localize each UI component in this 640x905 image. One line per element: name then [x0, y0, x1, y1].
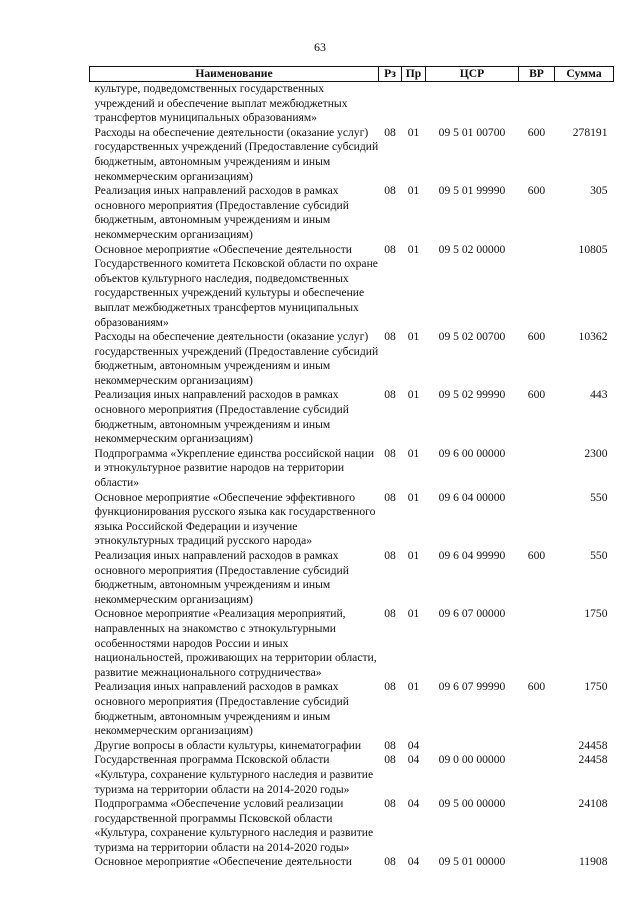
table-row [90, 184, 614, 242]
cell-sum [555, 82, 614, 126]
cell-vr: 600 [527, 549, 546, 562]
table-row [90, 739, 614, 754]
cell-rz: 08 [384, 490, 396, 504]
cell-csr: 09 6 07 99990 [438, 680, 506, 694]
cell-sum: 24108 [578, 797, 608, 811]
cell-vr: 600 [527, 330, 546, 344]
cell-name: Расходы на обеспечение деятельности (оказание услуг) государственных учреждений (Предоставление субсидий бюджетным, автономным учреждениям и иным некоммерческим организациям) [94, 125, 379, 183]
cell-rz [379, 82, 402, 126]
cell-vr [519, 797, 555, 855]
cell-csr: 09 5 02 99990 [438, 388, 506, 402]
cell-vr [519, 447, 555, 491]
table-row [90, 680, 614, 738]
cell-pr: 04 [407, 753, 420, 767]
cell-name: Основное мероприятие «Обеспечение деятельности [94, 855, 352, 869]
cell-csr: 09 5 00 00000 [438, 797, 506, 811]
cell-sum: 11908 [578, 855, 608, 869]
cell-pr: 01 [407, 242, 420, 256]
cell-pr: 01 [407, 549, 420, 562]
cell-csr: 09 5 02 00000 [438, 242, 506, 256]
cell-pr: 04 [407, 797, 420, 811]
cell-pr: 01 [407, 490, 420, 504]
cell-csr: 09 6 07 00000 [438, 607, 506, 621]
cell-name: Основное мероприятие «Реализация мероприятий, направленных на знакомство с этнокультурными особенностями народов России и иных национальностей, проживающих на территории области, развитие межнационального сотрудничества» [94, 607, 377, 679]
table-row [90, 855, 614, 870]
page-number: 63 [314, 40, 326, 54]
cell-rz: 08 [384, 549, 396, 562]
cell-sum: 550 [590, 490, 608, 504]
table-row [90, 753, 614, 797]
cell-name: культуре, подведомственных государственных учреждений и обеспечение выплат межбюджетных трансфертов муниципальных образованиям» [94, 82, 348, 125]
cell-csr: 09 5 02 00700 [438, 330, 506, 344]
cell-vr: 600 [527, 125, 546, 139]
cell-pr: 01 [407, 388, 420, 402]
cell-pr [402, 82, 426, 126]
table-row [90, 330, 614, 388]
cell-name: Подпрограмма «Укрепление единства российской нации и этнокультурное развитие народов на территории области» [94, 446, 375, 490]
cell-pr: 01 [407, 125, 420, 139]
cell-rz: 08 [384, 753, 396, 767]
cell-vr: 600 [527, 184, 546, 198]
cell-sum: 1750 [584, 680, 608, 694]
cell-rz: 08 [384, 184, 396, 198]
cell-vr [519, 491, 555, 549]
cell-sum: 550 [590, 549, 608, 562]
cell-sum: 278191 [572, 125, 608, 139]
cell-name: Государственная программа Псковской области «Культура, сохранение культурного наследия и развитие туризма на территории области на 2014-2020 годы» [94, 753, 374, 796]
cell-rz: 08 [384, 125, 396, 139]
header-vr: ВР [519, 67, 555, 82]
cell-rz: 08 [384, 446, 396, 460]
table-header [90, 67, 614, 82]
table-row [90, 491, 614, 549]
cell-name: Другие вопросы в области культуры, кинематографии [94, 738, 362, 752]
cell-csr [426, 739, 519, 754]
cell-name: Реализация иных направлений расходов в рамках основного мероприятия (Предоставление субсидий бюджетным, автономным учреждениям и иным некоммерческим организациям) [94, 388, 349, 446]
cell-pr: 01 [407, 680, 420, 694]
cell-rz: 08 [384, 330, 396, 344]
cell-vr: 600 [527, 388, 546, 402]
cell-rz: 08 [384, 797, 396, 811]
cell-sum: 10362 [578, 330, 608, 344]
table-row [90, 126, 614, 184]
table-row [90, 82, 614, 126]
header-rz: Рз [379, 67, 402, 82]
cell-csr: 09 5 01 99990 [438, 184, 506, 198]
cell-csr [426, 82, 519, 126]
cell-sum: 24458 [578, 753, 608, 767]
cell-pr: 01 [407, 446, 420, 460]
cell-sum: 24458 [578, 738, 608, 752]
budget-table [89, 66, 614, 870]
cell-csr: 09 6 04 00000 [438, 490, 506, 504]
cell-name: Реализация иных направлений расходов в рамках основного мероприятия (Предоставление субсидий бюджетным, автономным учреждениям и иным некоммерческим организациям) [94, 549, 349, 606]
table-row [90, 607, 614, 680]
table-row [90, 388, 614, 446]
table-body [90, 82, 614, 871]
cell-rz: 08 [384, 242, 396, 256]
cell-pr: 01 [407, 184, 420, 198]
cell-pr: 01 [407, 607, 420, 621]
cell-vr [519, 739, 555, 754]
cell-vr [519, 82, 555, 126]
table-row [90, 243, 614, 331]
table-row [90, 549, 614, 607]
cell-rz: 08 [384, 680, 396, 694]
cell-sum: 1750 [584, 607, 608, 621]
cell-rz: 08 [384, 855, 396, 869]
cell-csr: 09 5 01 00700 [438, 125, 506, 139]
cell-vr: 600 [527, 680, 546, 694]
cell-csr: 09 6 04 99990 [438, 549, 506, 562]
header-pr: Пр [402, 67, 426, 82]
cell-sum: 10805 [578, 242, 608, 256]
cell-csr: 09 5 01 00000 [438, 855, 506, 869]
cell-name: Расходы на обеспечение деятельности (оказание услуг) государственных учреждений (Предоставление субсидий бюджетным, автономным учреждениям и иным некоммерческим организациям) [94, 330, 379, 387]
header-sum: Сумма [555, 67, 614, 82]
cell-vr [519, 243, 555, 331]
cell-pr: 04 [407, 855, 420, 869]
header-name: Наименование [90, 67, 379, 82]
cell-pr: 01 [407, 330, 420, 344]
table-row [90, 797, 614, 855]
cell-name: Подпрограмма «Обеспечение условий реализации государственной программы Псковской области «Культура, сохранение культурного наследия и развитие туризма на территории области на 2014-2020 годы» [94, 797, 374, 854]
cell-vr [519, 607, 555, 680]
cell-sum: 305 [590, 184, 608, 198]
cell-vr [519, 753, 555, 797]
cell-name: Основное мероприятие «Обеспечение эффективного функционирования русского языка как государственного языка Российской Федерации и изучение этнокультурных традиций русского народа» [94, 490, 376, 548]
cell-vr [519, 855, 555, 870]
header-csr: ЦСР [426, 67, 519, 82]
cell-csr: 09 0 00 00000 [438, 753, 506, 767]
cell-rz: 08 [384, 738, 396, 752]
cell-rz: 08 [384, 388, 396, 402]
cell-name: Основное мероприятие «Обеспечение деятельности Государственного комитета Псковской области по охране объектов культурного наследия, подведомственных государственных учреждений культуры и обеспечение выплат межбюджетных трансфертов муниципальных образованиям» [94, 242, 378, 329]
cell-sum: 2300 [584, 446, 608, 460]
cell-name: Реализация иных направлений расходов в рамках основного мероприятия (Предоставление субсидий бюджетным, автономным учреждениям и иным некоммерческим организациям) [94, 184, 349, 241]
table-row [90, 447, 614, 491]
cell-rz: 08 [384, 607, 396, 621]
cell-name: Реализация иных направлений расходов в рамках основного мероприятия (Предоставление субсидий бюджетным, автономным учреждениям и иным некоммерческим организациям) [94, 680, 349, 738]
cell-pr: 04 [407, 738, 420, 752]
cell-csr: 09 6 00 00000 [438, 446, 506, 460]
cell-sum: 443 [590, 388, 608, 402]
